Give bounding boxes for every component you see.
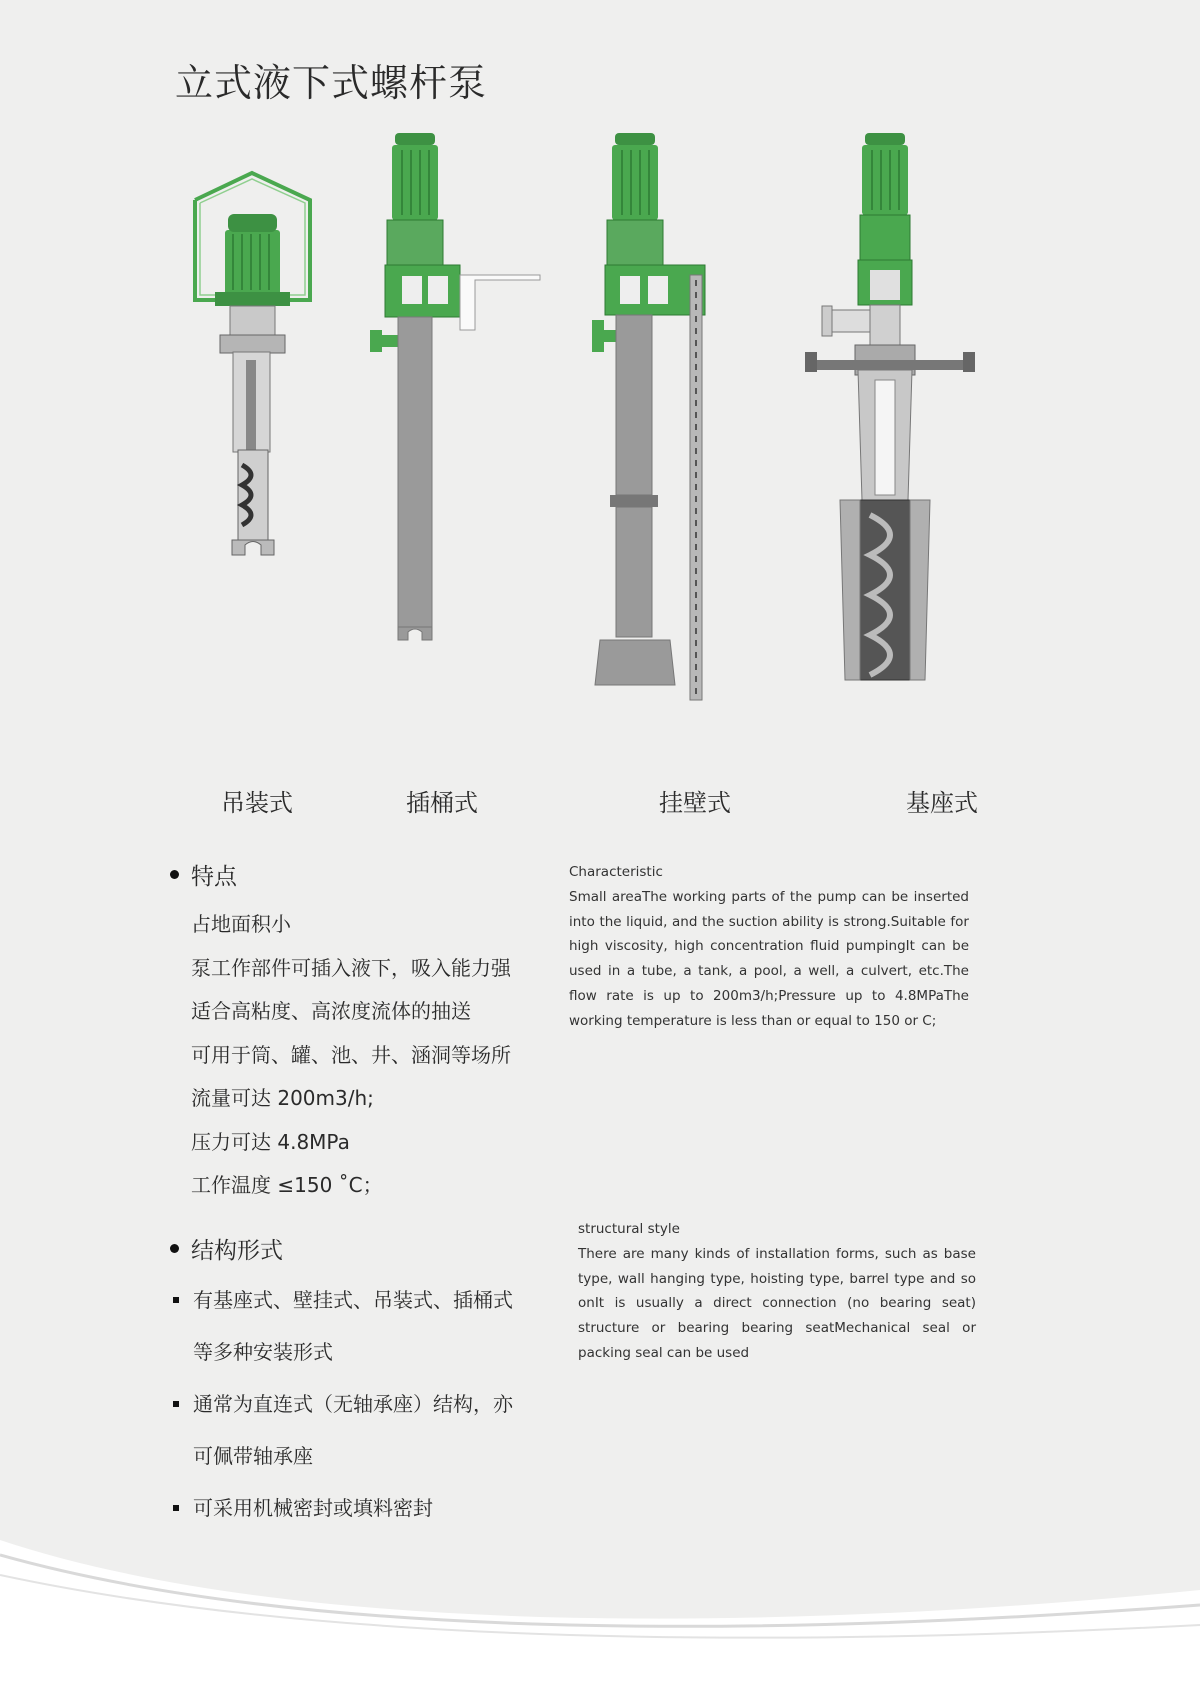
pump-hoisting-illustration <box>195 173 310 555</box>
list-item-text: 等多种安装形式 <box>193 1340 333 1364</box>
structure-heading <box>170 1232 283 1265</box>
structural-en <box>578 1217 976 1366</box>
list-item: 可用于筒、罐、池、井、涵洞等场所 <box>191 1042 511 1067</box>
list-item: 压力可达 4.8MPa <box>191 1129 350 1154</box>
pump-wall-illustration <box>592 133 705 700</box>
caption-hoisting: 吊装式 <box>221 789 293 817</box>
bullet-square <box>173 1505 179 1511</box>
list-item <box>173 1274 513 1378</box>
features-heading <box>170 858 237 891</box>
list-item: 流量可达 200m3/h; <box>191 1086 374 1110</box>
list-item-text: 可采用机械密封或填料密封 <box>193 1496 433 1520</box>
list-item-text: 通常为直连式（无轴承座）结构，亦 <box>193 1392 513 1416</box>
bottom-wave-decoration <box>0 1520 1200 1690</box>
list-item-text: 有基座式、壁挂式、吊装式、插桶式 <box>193 1288 513 1312</box>
characteristic-en <box>569 860 969 1034</box>
bullet-dot <box>170 1244 179 1253</box>
structural-en-heading: structural style <box>578 1221 680 1237</box>
list-item <box>173 1378 513 1482</box>
bullet-dot <box>170 870 179 879</box>
pump-base-illustration <box>805 133 975 680</box>
structural-en-body: There are many kinds of installation forms, such as base type, wall hanging type, hoisting type, barrel type and so onIt is usually a direct connection (no bearing seat) structure or bearing bearing seatMechanical seal or packing seal can be used <box>578 1245 976 1361</box>
list-item: 占地面积小 <box>191 912 291 936</box>
structure-list <box>173 1274 513 1534</box>
bullet-square <box>173 1297 179 1303</box>
list-item: 适合高粘度、高浓度流体的抽送 <box>191 999 471 1023</box>
bullet-square <box>173 1401 179 1407</box>
structure-heading-text: 结构形式 <box>191 1238 283 1264</box>
features-list <box>191 903 511 1208</box>
caption-wall: 挂壁式 <box>659 789 731 817</box>
characteristic-en-body: Small areaThe working parts of the pump can be inserted into the liquid, and the suction ability is strong.Suitable for high viscosity, high concentration fluid pumpingIt can be used in a tube, a tank, a pool, a well, a culvert, etc.The flow rate is up to 200m3/h;Pressure up to 4.8MPaThe working temperature is less than or equal to 150 or C; <box>569 888 969 1029</box>
list-item-text: 可佩带轴承座 <box>193 1444 313 1468</box>
page-title: 立式液下式螺杆泵 <box>175 61 488 105</box>
pump-illustrations <box>170 130 1050 780</box>
list-item: 泵工作部件可插入液下，吸入能力强 <box>191 955 511 980</box>
caption-barrel: 插桶式 <box>406 789 478 817</box>
features-heading-text: 特点 <box>191 864 237 890</box>
characteristic-en-heading: Characteristic <box>569 864 663 880</box>
pump-barrel-illustration <box>370 133 540 640</box>
list-item: 工作温度 ≤150 ˚C； <box>191 1173 383 1197</box>
caption-base: 基座式 <box>906 789 978 817</box>
